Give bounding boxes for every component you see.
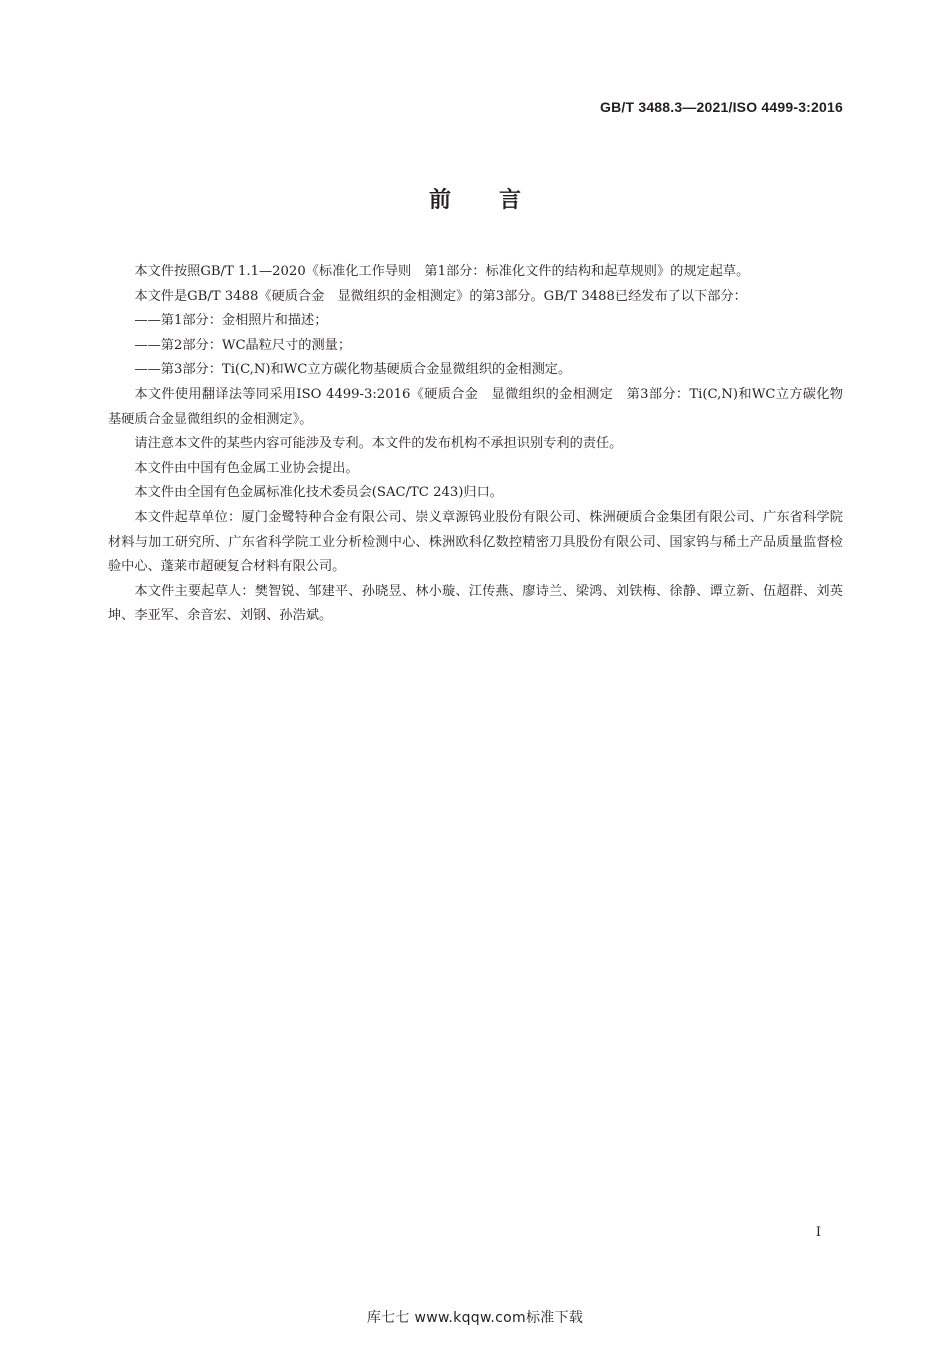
list-item: ——第3部分：Ti(C,N)和WC立方碳化物基硬质合金显微组织的金相测定。	[134, 362, 572, 378]
paragraph: 请注意本文件的某些内容可能涉及专利。本文件的发布机构不承担识别专利的责任。	[134, 436, 623, 452]
paragraph: 本文件主要起草人：樊智锐、邹建平、孙晓昱、林小璇、江传燕、廖诗兰、梁鸿、刘铁梅、徐静、谭立新、伍超群、刘英坤、李亚军、余音宏、刘钢、孙浩斌。	[108, 583, 843, 624]
page-title: 前言	[428, 188, 569, 213]
list-item: ——第2部分：WC晶粒尺寸的测量；	[134, 337, 352, 353]
paragraph: 本文件是GB/T 3488《硬质合金 显微组织的金相测定》的第3部分。GB/T 3488已经发布了以下部分：	[134, 288, 747, 304]
paragraph: 本文件使用翻译法等同采用ISO 4499-3:2016《硬质合金 显微组织的金相测定 第3部分：Ti(C,N)和WC立方碳化物基硬质合金显微组织的金相测定》。	[108, 386, 843, 427]
paragraph: 本文件起草单位：厦门金鹭特种合金有限公司、崇义章源钨业股份有限公司、株洲硬质合金集团有限公司、广东省科学院材料与加工研究所、广东省科学院工业分析检测中心、株洲欧科亿数控精密刀具股份有限公司、国家钨与稀土产品质量监督检验中心、蓬莱市超硬复合材料有限公司。	[108, 509, 843, 575]
paragraph: 本文件由中国有色金属工业协会提出。	[134, 460, 359, 476]
footer-watermark: 库七七 www.kqqw.com标准下载	[366, 1310, 584, 1326]
list-item: ——第1部分：金相照片和描述；	[134, 313, 328, 329]
paragraph: 本文件按照GB/T 1.1—2020《标准化工作导则 第1部分：标准化文件的结构和起草规则》的规定起草。	[134, 264, 750, 279]
page-number: I	[815, 1225, 821, 1240]
paragraph: 本文件由全国有色金属标准化技术委员会(SAC/TC 243)归口。	[134, 485, 503, 501]
standard-code: GB/T 3488.3—2021/ISO 4499-3:2016	[600, 99, 843, 115]
foreword-body	[108, 260, 843, 629]
